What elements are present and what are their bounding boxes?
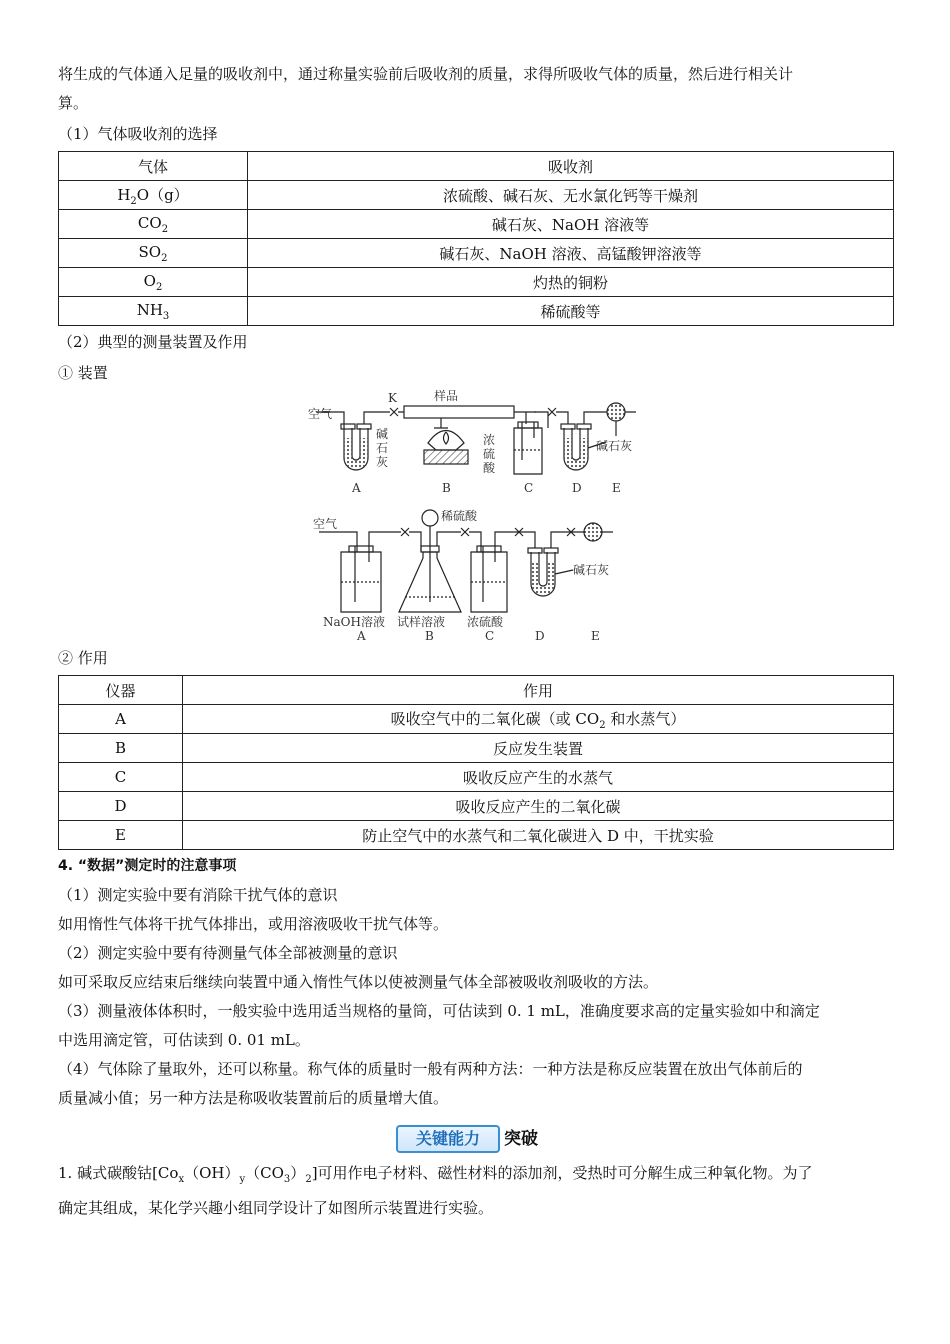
label-b: B [442, 481, 451, 495]
conc-acid-label: 浓硫酸 [467, 615, 504, 629]
gas-subscript: 2 [161, 252, 168, 264]
instrument-cell: D [59, 792, 183, 821]
gas-text: SO [138, 242, 162, 261]
intro-line-1: 将生成的气体通入足量的吸收剂中，通过称量实验前后吸收剂的质量，求得所吸收气体的质量，然后进行相关计 [58, 65, 794, 83]
banner-right-text: 突破 [504, 1125, 538, 1153]
label-c: C [524, 481, 534, 495]
instrument-cell: A [59, 705, 183, 734]
function-text: 吸收空气中的二氧化碳（或 CO [390, 709, 600, 728]
soda-lime-label: 碱石灰 [596, 439, 633, 453]
conc-acid-v-1: 浓 [483, 433, 496, 447]
instrument-cell: B [59, 734, 183, 763]
gas-cell [59, 239, 248, 268]
soda-lime-v-1: 碱 [376, 427, 389, 441]
section4-p6b: 质量减小值；另一种方法是称吸收装置前后的质量增大值。 [58, 1089, 449, 1107]
problem-text: （CO [245, 1164, 284, 1182]
sample-solution-label: 试样溶液 [397, 615, 446, 629]
apparatus-diagram-1 [306, 388, 646, 498]
gas-text: O [143, 271, 156, 290]
section4-p5a: （3）测量液体体积时，一般实验中选用适当规格的量筒，可估读到 0. 1 mL，准确度要求高的定量实验如中和滴定 [58, 1002, 820, 1020]
section4-p5b: 中选用滴定管，可估读到 0. 01 mL。 [58, 1031, 310, 1049]
section4-p3: （2）测定实验中要有待测量气体全部被测量的意识 [58, 944, 398, 962]
label-a: A [352, 481, 361, 495]
gas-subscript: 2 [155, 281, 163, 293]
section2-title: （2）典型的测量装置及作用 [58, 333, 248, 351]
banner-left-text: 关键能力 [396, 1125, 500, 1153]
gas-text: O（g） [136, 185, 189, 204]
gas-cell [59, 181, 248, 210]
table-row [59, 792, 894, 821]
problem-text: ]可用作电子材料、磁性材料的添加剂，受热时可分解生成三种氧化物。为了 [311, 1164, 813, 1182]
absorbent-cell: 浓硫酸、碱石灰、无水氯化钙等干燥剂 [248, 181, 894, 210]
section2-sub2: ② 作用 [58, 649, 108, 667]
problem-line-2: 确定其组成，某化学兴趣小组同学设计了如图所示装置进行实验。 [58, 1199, 494, 1217]
absorbent-cell: 碱石灰、NaOH 溶液、高锰酸钾溶液等 [248, 239, 894, 268]
instrument-table [58, 675, 894, 850]
problem-line-1 [58, 1159, 894, 1194]
header-function: 作用 [183, 676, 894, 705]
gas-text: NH [136, 300, 163, 319]
problem-subscript-2: 2 [305, 1174, 312, 1185]
dilute-acid-label: 稀硫酸 [441, 509, 478, 523]
naoh-label: NaOH溶液 [323, 615, 385, 629]
gas-subscript: 2 [130, 195, 137, 207]
intro-line-2: 算。 [58, 94, 89, 112]
table-row [59, 763, 894, 792]
table-row [59, 297, 894, 326]
table-row [59, 210, 894, 239]
section4-p4: 如可采取反应结束后继续向装置中通入惰性气体以使被测量气体全部被吸收剂吸收的方法。 [58, 973, 659, 991]
sample-label: 样品 [434, 389, 459, 403]
section2-sub1: ① 装置 [58, 364, 108, 382]
soda-lime-label-2: 碱石灰 [573, 563, 610, 577]
page [58, 60, 894, 1223]
problem-text: 1. 碱式碳酸钴[Co [58, 1164, 179, 1182]
conc-acid-v-3: 酸 [483, 461, 496, 475]
table-header-row [59, 152, 894, 181]
function-subscript: 2 [599, 719, 606, 731]
table-row [59, 239, 894, 268]
label-e-2: E [591, 629, 600, 642]
label-d: D [572, 481, 582, 495]
problem-subscript-y: y [239, 1174, 246, 1185]
gas-cell [59, 297, 248, 326]
table-row [59, 734, 894, 763]
table-row [59, 181, 894, 210]
air-label-2: 空气 [313, 517, 338, 531]
absorbent-cell: 稀硫酸等 [248, 297, 894, 326]
section1-title: （1）气体吸收剂的选择 [58, 125, 218, 143]
function-cell [183, 705, 894, 734]
section4-heading: 4. “数据”测定时的注意事项 [58, 858, 237, 874]
absorbent-cell: 灼热的铜粉 [248, 268, 894, 297]
gas-subscript: 2 [161, 223, 169, 235]
soda-lime-v-2: 石 [376, 441, 389, 455]
label-d-2: D [535, 629, 545, 642]
table-row [59, 268, 894, 297]
table-row [59, 821, 894, 850]
header-instrument: 仪器 [59, 676, 183, 705]
function-cell: 吸收反应产生的二氧化碳 [183, 792, 894, 821]
instrument-cell: E [59, 821, 183, 850]
function-cell: 防止空气中的水蒸气和二氧化碳进入 D 中，干扰实验 [183, 821, 894, 850]
apparatus-diagram-2 [311, 502, 641, 642]
label-b-2: B [425, 629, 434, 642]
section4-p2: 如用惰性气体将干扰气体排出，或用溶液吸收干扰气体等。 [58, 915, 449, 933]
gas-subscript: 3 [162, 310, 170, 322]
problem-text: （OH） [184, 1164, 240, 1182]
absorbent-table [58, 151, 894, 326]
label-a-2: A [357, 629, 366, 642]
gas-text: CO [137, 213, 162, 232]
gas-cell [59, 210, 248, 239]
label-c-2: C [485, 629, 495, 642]
problem-subscript-x: x [178, 1174, 185, 1185]
header-absorbent: 吸收剂 [248, 152, 894, 181]
header-gas: 气体 [59, 152, 248, 181]
gas-text: H [117, 185, 131, 204]
valve-k-label: K [388, 391, 397, 405]
conc-acid-v-2: 硫 [483, 447, 496, 461]
section4-p1: （1）测定实验中要有消除干扰气体的意识 [58, 886, 338, 904]
section4-p6a: （4）气体除了量取外，还可以称量。称气体的质量时一般有两种方法：一种方法是称反应装置在放出气体前后的 [58, 1060, 803, 1078]
function-cell: 吸收反应产生的水蒸气 [183, 763, 894, 792]
gas-cell [59, 268, 248, 297]
function-text: 和水蒸气） [605, 709, 686, 728]
key-ability-banner [396, 1123, 556, 1153]
table-row [59, 705, 894, 734]
soda-lime-v-3: 灰 [376, 455, 389, 469]
instrument-cell: C [59, 763, 183, 792]
label-e: E [612, 481, 621, 495]
problem-subscript-3: 3 [283, 1174, 291, 1185]
absorbent-cell: 碱石灰、NaOH 溶液等 [248, 210, 894, 239]
table-header-row [59, 676, 894, 705]
problem-text: ） [290, 1164, 306, 1182]
air-label: 空气 [308, 407, 333, 421]
function-cell: 反应发生装置 [183, 734, 894, 763]
